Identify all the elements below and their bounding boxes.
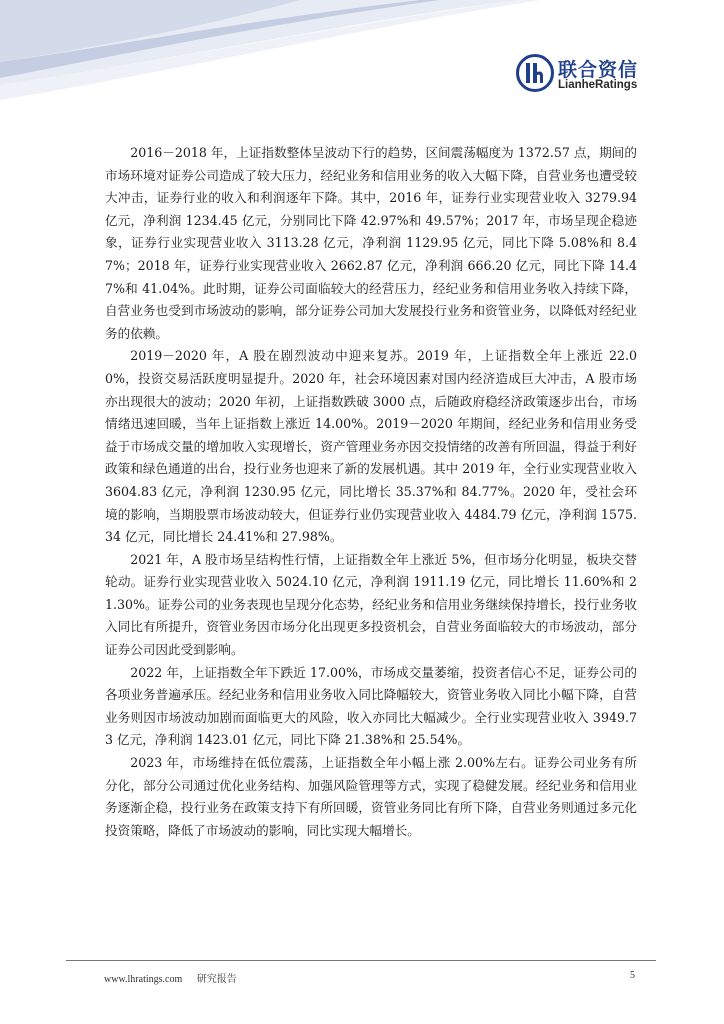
paragraph-2016-2018: 2016－2018 年，上证指数整体呈波动下行的趋势，区间震荡幅度为 1372.57 点，期间的市场环境对证券公司造成了较大压力，经纪业务和信用业务的收入大幅下降，自营业务也遭受较大冲击，证券行业的收入和利润逐年下降。其中，2016 年，证券行业实现营业收入 3279.94 亿元，净利润 1234.45 亿元，分别同比下降 42.97%和 49.57%；2017 年，市场呈现企稳迹象，证券行业实现营业收入 3113.28 亿元，净利润 1129.95 亿元，同比下降 5.08%和 8.47%；2018 年，证券行业实现营业收入 2662.87 亿元，净利润 666.20 亿元，同比下降 14.47%和 41.04%。此时期，证券公司面临较大的经营压力，经纪业务和信用业务收入持续下降，自营业务也受到市场波动的影响，部分证券公司加大发展投行业务和资管业务，以降低对经纪业务的依赖。: [105, 145, 637, 341]
paragraph-2019-2020: 2019－2020 年，A 股在剧烈波动中迎来复苏。2019 年，上证指数全年上涨近 22.00%，投资交易活跃度明显提升。2020 年，社会环境因素对国内经济造成巨大冲击，A 股市场亦出现很大的波动；2020 年初，上证指数跌破 3000 点，后随政府稳经济政策逐步出台，市场情绪迅速回暖，当年上证指数上涨近 14.00%。2019－2020 年期间，经纪业务和信用业务受益于市场成交量的增加收入实现增长，资产管理业务亦因交投情绪的改善有所回温，得益于利好政策和绿色通道的出台，投行业务也迎来了新的发展机遇。其中 2019 年，全行业实现营业收入 3604.83 亿元，净利润 1230.95 亿元，同比增长 35.37%和 84.77%。2020 年，受社会环境的影响，当期股票市场波动较大，但证券行业仍实现营业收入 4484.79 亿元，净利润 1575.34 亿元，同比增长 24.41%和 27.98%。: [105, 348, 637, 545]
report-body: [105, 142, 637, 842]
footer-doc-type: 研究报告: [196, 974, 237, 985]
paragraph-2022: 2022 年，上证指数全年下跌近 17.00%，市场成交量萎缩，投资者信心不足，证券公司的各项业务普遍承压。经纪业务和信用业务收入同比降幅较大，资管业务收入同比小幅下降，自营业务则因市场波动加剧而面临更大的风险，收入亦同比大幅减少。全行业实现营业收入 3949.73 亿元，净利润 1423.01 亿元，同比下降 21.38%和 25.54%。: [105, 664, 637, 748]
paragraph-2021: 2021 年，A 股市场呈结构性行情，上证指数全年上涨近 5%，但市场分化明显，板块交替轮动。证券行业实现营业收入 5024.10 亿元，净利润 1911.19 亿元，同比增长 11.60%和 21.30%。证券公司的业务表现也呈现分化态势，经纪业务和信用业务继续保持增长，投行业务收入同比有所提升，资管业务因市场分化出现更多投资机会，自营业务面临较大的市场波动，部分证券公司因此受到影响。: [105, 551, 637, 658]
footer-divider: [66, 960, 656, 961]
logo-english-name: LianheRatings: [558, 79, 638, 91]
company-logo: [516, 54, 656, 98]
footer-website-link[interactable]: www.lhratings.com: [104, 974, 183, 985]
lianhe-logo-icon: [516, 54, 554, 92]
paragraph-2023: 2023 年，市场维持在低位震荡，上证指数全年小幅上涨 2.00%左右。证券公司业务有所分化，部分公司通过优化业务结构、加强风险管理等方式，实现了稳健发展。经纪业务和信用业务逐渐企稳，投行业务在政策支持下有所回暖，资管业务同比有所下降，自营业务则通过多元化投资策略，降低了市场波动的影响，同比实现大幅增长。: [105, 755, 637, 838]
page-number: 5: [630, 970, 635, 981]
footer-info: [104, 970, 249, 985]
logo-chinese-name: 联合资信: [558, 59, 639, 81]
